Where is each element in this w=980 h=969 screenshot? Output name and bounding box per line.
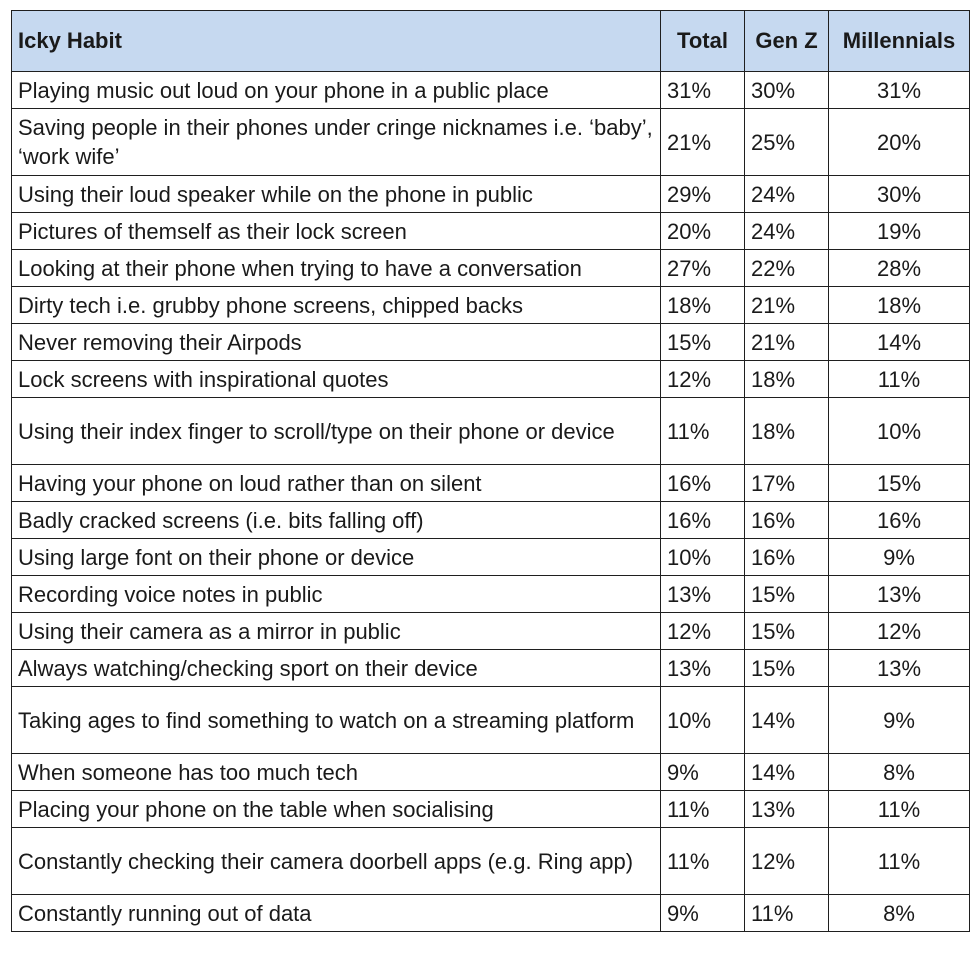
table-row	[12, 176, 970, 213]
cell-total: 13%	[661, 576, 745, 613]
cell-habit: Pictures of themself as their lock screen	[12, 213, 661, 250]
table-row	[12, 828, 970, 895]
cell-total: 9%	[661, 895, 745, 932]
cell-millennials: 13%	[829, 650, 970, 687]
cell-habit: Using their index finger to scroll/type on their phone or device	[12, 398, 661, 465]
cell-total: 16%	[661, 465, 745, 502]
cell-total: 21%	[661, 109, 745, 176]
cell-millennials: 28%	[829, 250, 970, 287]
table-row	[12, 754, 970, 791]
column-header-total: Total	[661, 11, 745, 72]
cell-habit: Constantly running out of data	[12, 895, 661, 932]
cell-total: 10%	[661, 539, 745, 576]
cell-genz: 16%	[745, 502, 829, 539]
table-row	[12, 398, 970, 465]
table-row	[12, 287, 970, 324]
cell-habit: Always watching/checking sport on their device	[12, 650, 661, 687]
cell-millennials: 19%	[829, 213, 970, 250]
cell-total: 12%	[661, 613, 745, 650]
cell-habit: Taking ages to find something to watch on a streaming platform	[12, 687, 661, 754]
cell-millennials: 15%	[829, 465, 970, 502]
cell-genz: 15%	[745, 613, 829, 650]
table-row	[12, 502, 970, 539]
table-body	[12, 72, 970, 932]
cell-genz: 13%	[745, 791, 829, 828]
cell-millennials: 9%	[829, 687, 970, 754]
cell-millennials: 18%	[829, 287, 970, 324]
cell-genz: 15%	[745, 650, 829, 687]
cell-habit: Looking at their phone when trying to have a conversation	[12, 250, 661, 287]
cell-millennials: 11%	[829, 791, 970, 828]
icky-habits-table-container	[11, 10, 970, 932]
cell-genz: 25%	[745, 109, 829, 176]
table-row	[12, 72, 970, 109]
cell-millennials: 13%	[829, 576, 970, 613]
cell-total: 29%	[661, 176, 745, 213]
cell-habit: Using their loud speaker while on the phone in public	[12, 176, 661, 213]
table-row	[12, 791, 970, 828]
cell-genz: 30%	[745, 72, 829, 109]
cell-millennials: 8%	[829, 754, 970, 791]
header-row	[12, 11, 970, 72]
cell-genz: 15%	[745, 576, 829, 613]
table-row	[12, 213, 970, 250]
cell-total: 11%	[661, 828, 745, 895]
cell-millennials: 8%	[829, 895, 970, 932]
cell-habit: Badly cracked screens (i.e. bits falling off)	[12, 502, 661, 539]
cell-total: 18%	[661, 287, 745, 324]
cell-genz: 11%	[745, 895, 829, 932]
cell-habit: Never removing their Airpods	[12, 324, 661, 361]
table-row	[12, 539, 970, 576]
column-header-millennials: Millennials	[829, 11, 970, 72]
cell-total: 15%	[661, 324, 745, 361]
cell-habit: Lock screens with inspirational quotes	[12, 361, 661, 398]
cell-habit: Playing music out loud on your phone in a public place	[12, 72, 661, 109]
cell-total: 27%	[661, 250, 745, 287]
table-row	[12, 361, 970, 398]
table-row	[12, 687, 970, 754]
cell-genz: 24%	[745, 176, 829, 213]
table-row	[12, 324, 970, 361]
table-row	[12, 613, 970, 650]
cell-genz: 16%	[745, 539, 829, 576]
cell-habit: Saving people in their phones under cringe nicknames i.e. ‘baby’, ‘work wife’	[12, 109, 661, 176]
column-header-genz: Gen Z	[745, 11, 829, 72]
cell-habit: Having your phone on loud rather than on silent	[12, 465, 661, 502]
cell-habit: Using their camera as a mirror in public	[12, 613, 661, 650]
cell-habit: When someone has too much tech	[12, 754, 661, 791]
cell-genz: 18%	[745, 361, 829, 398]
cell-genz: 24%	[745, 213, 829, 250]
cell-genz: 22%	[745, 250, 829, 287]
table-row	[12, 576, 970, 613]
cell-habit: Constantly checking their camera doorbell apps (e.g. Ring app)	[12, 828, 661, 895]
cell-genz: 14%	[745, 754, 829, 791]
cell-total: 10%	[661, 687, 745, 754]
cell-genz: 14%	[745, 687, 829, 754]
cell-habit: Using large font on their phone or device	[12, 539, 661, 576]
cell-millennials: 11%	[829, 828, 970, 895]
cell-millennials: 9%	[829, 539, 970, 576]
cell-genz: 21%	[745, 287, 829, 324]
cell-total: 12%	[661, 361, 745, 398]
cell-genz: 12%	[745, 828, 829, 895]
cell-total: 31%	[661, 72, 745, 109]
cell-millennials: 30%	[829, 176, 970, 213]
table-row	[12, 650, 970, 687]
cell-total: 11%	[661, 398, 745, 465]
table-row	[12, 465, 970, 502]
cell-millennials: 16%	[829, 502, 970, 539]
cell-millennials: 31%	[829, 72, 970, 109]
cell-genz: 17%	[745, 465, 829, 502]
table-row	[12, 895, 970, 932]
table-row	[12, 109, 970, 176]
column-header-habit: Icky Habit	[12, 11, 661, 72]
cell-total: 11%	[661, 791, 745, 828]
cell-total: 13%	[661, 650, 745, 687]
cell-habit: Recording voice notes in public	[12, 576, 661, 613]
cell-millennials: 10%	[829, 398, 970, 465]
cell-millennials: 14%	[829, 324, 970, 361]
cell-millennials: 20%	[829, 109, 970, 176]
cell-millennials: 11%	[829, 361, 970, 398]
cell-habit: Dirty tech i.e. grubby phone screens, chipped backs	[12, 287, 661, 324]
cell-total: 16%	[661, 502, 745, 539]
cell-genz: 21%	[745, 324, 829, 361]
icky-habits-table	[11, 10, 970, 932]
cell-total: 9%	[661, 754, 745, 791]
cell-genz: 18%	[745, 398, 829, 465]
cell-habit: Placing your phone on the table when socialising	[12, 791, 661, 828]
cell-total: 20%	[661, 213, 745, 250]
table-row	[12, 250, 970, 287]
cell-millennials: 12%	[829, 613, 970, 650]
